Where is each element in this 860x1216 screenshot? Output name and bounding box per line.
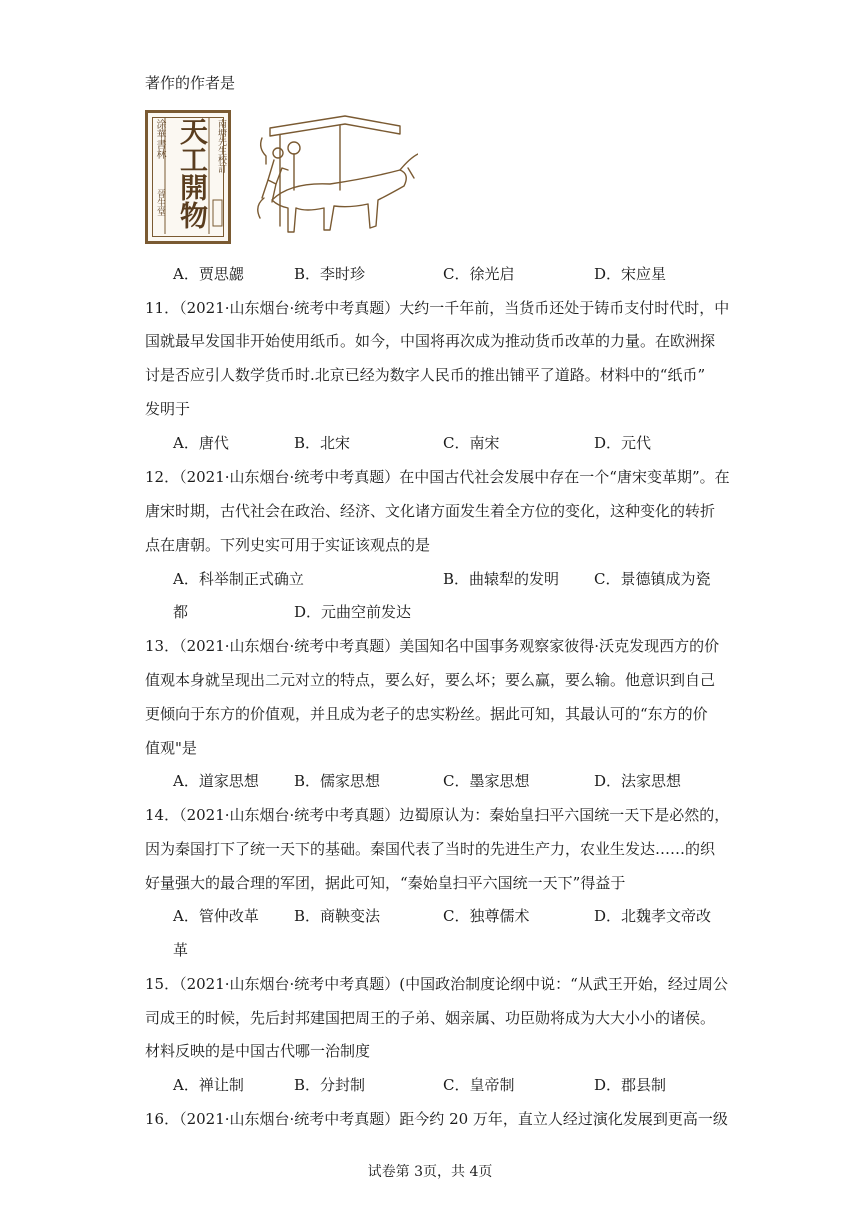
ox-illustration-image [250, 108, 418, 246]
q13-option-a: A．道家思想 [173, 772, 259, 790]
q13-option-c: C．墨家思想 [443, 772, 530, 790]
q15-option-d: D．郡县制 [594, 1076, 667, 1094]
tiangong-kaiwu-cover-image [145, 110, 231, 244]
q10-option-a: A．贾思勰 [173, 265, 244, 283]
q14-option-c: C．独尊儒术 [443, 907, 530, 925]
q12-text-line: 唐宋时期，古代社会在政治、经济、文化诸方面发生着全方位的变化，这种变化的转折 [145, 502, 716, 520]
q13-option-d: D．法家思想 [594, 772, 682, 790]
q14-text-line: 14．（2021·山东烟台·统考中考真题）边蜀原认为：秦始皇扫平六国统一天下是必然的， [145, 806, 730, 824]
q14-text-line: 因为秦国打下了统一天下的基础。秦国代表了当时的先进生产力，农业生发达……的织 [145, 840, 716, 858]
q12-option-b: B．曲辕犁的发明 [443, 570, 560, 588]
q15-option-b: B．分封制 [294, 1076, 366, 1094]
q10-option-c: C．徐光启 [443, 265, 515, 283]
q11-option-a: A．唐代 [173, 434, 229, 452]
q11-text-line: 国就最早发国非开始使用纸币。如今，中国将再次成为推动货币改革的力量。在欧洲探 [145, 332, 716, 350]
q13-text-line: 13．（2021·山东烟台·统考中考真题）美国知名中国事务观察家彼得·沃克发现西方的价 [145, 637, 720, 655]
cover-left-text: 涂華書林 [154, 119, 165, 159]
cover-right-text: 南塘先生校訂 [216, 119, 226, 173]
q12-option-c: C．景德镇成为瓷 [594, 570, 711, 588]
q14-option-a: A．管仲改革 [173, 907, 259, 925]
q11-text-line: 11．（2021·山东烟台·统考中考真题）大约一千年前，当货币还处于铸币支付时代时，中 [145, 299, 730, 317]
q11-option-b: B．北宋 [294, 434, 351, 452]
q15-text-line: 材料反映的是中国古代哪一治制度 [145, 1042, 371, 1060]
q13-text-line: 更倾向于东方的价值观，并且成为老子的忠实粉丝。据此可知，其最认可的“东方的价 [145, 705, 708, 723]
q13-option-b: B．儒家思想 [294, 772, 381, 790]
q11-option-c: C．南宋 [443, 434, 500, 452]
q12-option-c-cont: 都 [173, 603, 189, 621]
q11-option-d: D．元代 [594, 434, 652, 452]
q14-option-b: B．商鞅变法 [294, 907, 381, 925]
q14-option-d: D．北魏孝文帝改 [594, 907, 712, 925]
q15-text-line: 司成王的时候，先后封邦建国把周王的子弟、姻亲属、功臣勋将成为大大小小的诸侯。 [145, 1009, 716, 1027]
q12-text-line: 12．（2021·山东烟台·统考中考真题）在中国古代社会发展中存在一个“唐宋变革期”。在 [145, 468, 730, 486]
q13-text-line: 值观"是 [145, 739, 197, 757]
q15-text-line: 15．（2021·山东烟台·统考中考真题）(中国政治制度论纲中说：“从武王开始，经过周公 [145, 975, 728, 993]
q11-text-line: 发明于 [145, 400, 191, 418]
q14-text-line: 好量强大的最合理的军团，据此可知，“秦始皇扫平六国统一天下”得益于 [145, 874, 626, 892]
q10-option-d: D．宋应星 [594, 265, 667, 283]
q16-text-line: 16．（2021·山东烟台·统考中考真题）距今约 20 万年，直立人经过演化发展到更高一级 [145, 1110, 728, 1128]
q10-option-b: B．李时珍 [294, 265, 366, 283]
q14-option-d-cont: 革 [173, 941, 189, 959]
page-footer: 试卷第 3页，共 4页 [367, 1164, 493, 1180]
question-continuation: 著作的作者是 [145, 74, 236, 92]
q12-option-d: D．元曲空前发达 [294, 603, 412, 621]
q13-text-line: 值观本身就呈现出二元对立的特点，要么好，要么坏；要么赢，要么输。他意识到自己 [145, 671, 716, 689]
cover-left-small: 晉生堂 [155, 189, 165, 216]
q12-text-line: 点在唐朝。下列史实可用于实证该观点的是 [145, 536, 431, 554]
q15-option-c: C．皇帝制 [443, 1076, 515, 1094]
q12-option-a: A．科举制正式确立 [173, 570, 304, 588]
q11-text-line: 讨是否应引人数学货币时.北京已经为数字人民币的推出铺平了道路。材料中的“纸币” [145, 366, 706, 384]
cover-title: 天工開物 [176, 117, 209, 229]
q15-option-a: A．禅让制 [173, 1076, 244, 1094]
